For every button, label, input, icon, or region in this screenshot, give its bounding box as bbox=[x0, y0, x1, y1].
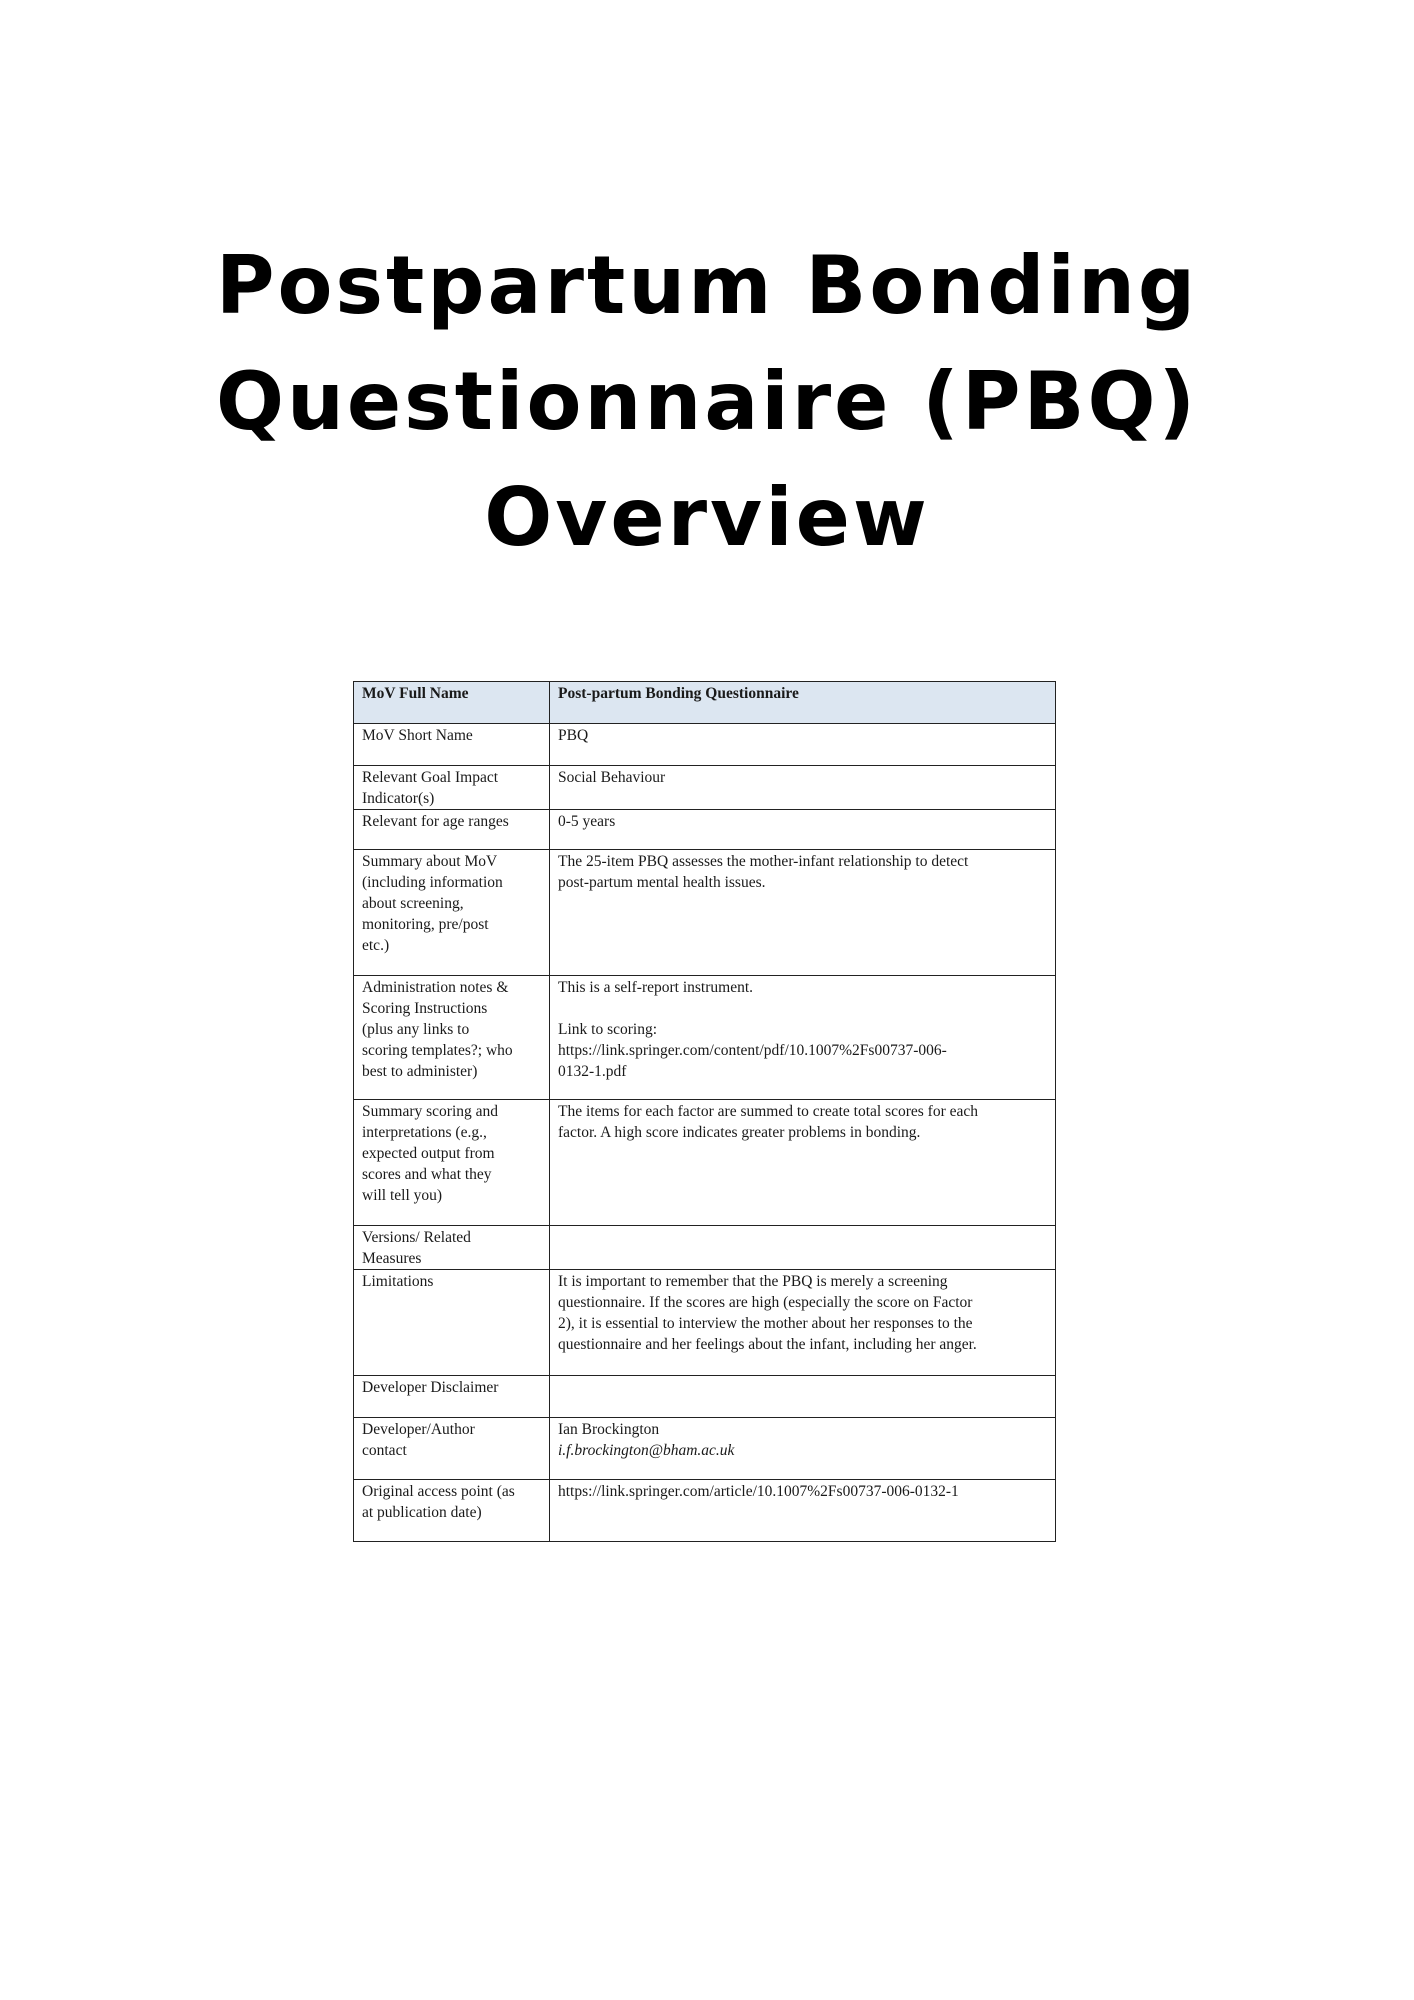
value-cell bbox=[550, 1480, 1056, 1542]
mov-table bbox=[353, 681, 1056, 1542]
row-label-line: at publication date) bbox=[362, 1504, 482, 1521]
row-label-line: Relevant Goal Impact bbox=[362, 769, 499, 786]
scoring-link[interactable]: https://link.springer.com/content/pdf/10.1007%2Fs00737-006- bbox=[558, 1042, 947, 1059]
row-label-line: about screening, bbox=[362, 895, 464, 912]
row-label: MoV Short Name bbox=[362, 727, 473, 744]
row-label-line: Measures bbox=[362, 1250, 422, 1267]
row-value-line: questionnaire. If the scores are high (especially the score on Factor bbox=[558, 1294, 973, 1311]
row-value-line: 2), it is essential to interview the mother about her responses to the bbox=[558, 1315, 973, 1332]
row-value: PBQ bbox=[558, 727, 589, 744]
row-label-line: (plus any links to bbox=[362, 1021, 470, 1038]
table-row-limitations bbox=[354, 1270, 1056, 1376]
mov-table-container bbox=[353, 681, 1055, 1542]
table-row-scoring bbox=[354, 1100, 1056, 1226]
row-label-line: Versions/ Related bbox=[362, 1229, 471, 1246]
row-value-line: Link to scoring: bbox=[558, 1021, 658, 1038]
row-label-line: Indicator(s) bbox=[362, 790, 435, 807]
row-value: Social Behaviour bbox=[558, 769, 666, 786]
label-cell bbox=[354, 766, 550, 810]
value-cell bbox=[550, 682, 1056, 724]
table-row-access-point bbox=[354, 1480, 1056, 1542]
scoring-link-continued[interactable]: 0132-1.pdf bbox=[558, 1063, 627, 1080]
row-value-line: This is a self-report instrument. bbox=[558, 979, 753, 996]
row-label-line: Administration notes & bbox=[362, 979, 509, 996]
table-row-full-name bbox=[354, 682, 1056, 724]
row-label-line: Summary scoring and bbox=[362, 1103, 499, 1120]
row-value-line: post-partum mental health issues. bbox=[558, 874, 766, 891]
row-label-line: scores and what they bbox=[362, 1166, 492, 1183]
value-cell bbox=[550, 766, 1056, 810]
label-cell bbox=[354, 1270, 550, 1376]
row-label-line: best to administer) bbox=[362, 1063, 478, 1080]
row-value-line: questionnaire and her feelings about the infant, including her anger. bbox=[558, 1336, 977, 1353]
table-row-short-name bbox=[354, 724, 1056, 766]
value-cell bbox=[550, 850, 1056, 976]
row-label-line: contact bbox=[362, 1442, 407, 1459]
value-cell bbox=[550, 810, 1056, 850]
table-row-versions bbox=[354, 1226, 1056, 1270]
label-cell bbox=[354, 976, 550, 1100]
value-cell bbox=[550, 1100, 1056, 1226]
label-cell bbox=[354, 1376, 550, 1418]
row-label-line: etc.) bbox=[362, 937, 390, 954]
label-cell bbox=[354, 810, 550, 850]
label-cell bbox=[354, 682, 550, 724]
row-label-line: interpretations (e.g., bbox=[362, 1124, 487, 1141]
row-value-line: The 25-item PBQ assesses the mother-infant relationship to detect bbox=[558, 853, 969, 870]
value-cell bbox=[550, 1418, 1056, 1480]
table-row-summary bbox=[354, 850, 1056, 976]
table-row-administration bbox=[354, 976, 1056, 1100]
label-cell bbox=[354, 1418, 550, 1480]
row-value-line: factor. A high score indicates greater problems in bonding. bbox=[558, 1124, 921, 1141]
value-cell bbox=[550, 724, 1056, 766]
row-label-line: will tell you) bbox=[362, 1187, 443, 1204]
row-label-line: Scoring Instructions bbox=[362, 1000, 488, 1017]
label-cell bbox=[354, 1480, 550, 1542]
row-label-line: (including information bbox=[362, 874, 503, 891]
contact-name: Ian Brockington bbox=[558, 1421, 660, 1438]
title-line-1: Postpartum Bonding bbox=[215, 239, 1199, 332]
label-cell bbox=[354, 850, 550, 976]
label-cell bbox=[354, 1226, 550, 1270]
value-cell bbox=[550, 1226, 1056, 1270]
value-cell bbox=[550, 1270, 1056, 1376]
row-value: 0-5 years bbox=[558, 813, 616, 830]
title-line-2: Questionnaire (PBQ) bbox=[215, 355, 1199, 448]
row-label-line: expected output from bbox=[362, 1145, 495, 1162]
label-cell bbox=[354, 724, 550, 766]
title-line-3: Overview bbox=[484, 471, 930, 564]
table-row-disclaimer bbox=[354, 1376, 1056, 1418]
table-row-contact bbox=[354, 1418, 1056, 1480]
row-label: Limitations bbox=[362, 1273, 434, 1290]
value-cell bbox=[550, 1376, 1056, 1418]
row-label: MoV Full Name bbox=[362, 685, 469, 702]
table-row-goal-indicator bbox=[354, 766, 1056, 810]
row-label-line: scoring templates?; who bbox=[362, 1042, 513, 1059]
row-value-line: It is important to remember that the PBQ is merely a screening bbox=[558, 1273, 948, 1290]
row-label-line: monitoring, pre/post bbox=[362, 916, 489, 933]
table-row-age-ranges bbox=[354, 810, 1056, 850]
label-cell bbox=[354, 1100, 550, 1226]
access-link[interactable]: https://link.springer.com/article/10.1007%2Fs00737-006-0132-1 bbox=[558, 1483, 959, 1500]
paragraph-gap bbox=[558, 998, 1047, 1019]
row-label: Developer Disclaimer bbox=[362, 1379, 499, 1396]
row-value: Post-partum Bonding Questionnaire bbox=[558, 685, 799, 702]
row-label-line: Developer/Author bbox=[362, 1421, 475, 1438]
page-title bbox=[0, 228, 1414, 576]
row-label: Relevant for age ranges bbox=[362, 813, 509, 830]
row-label-line: Summary about MoV bbox=[362, 853, 498, 870]
contact-email[interactable]: i.f.brockington@bham.ac.uk bbox=[558, 1442, 735, 1459]
value-cell bbox=[550, 976, 1056, 1100]
row-value-line: The items for each factor are summed to create total scores for each bbox=[558, 1103, 979, 1120]
row-label-line: Original access point (as bbox=[362, 1483, 515, 1500]
